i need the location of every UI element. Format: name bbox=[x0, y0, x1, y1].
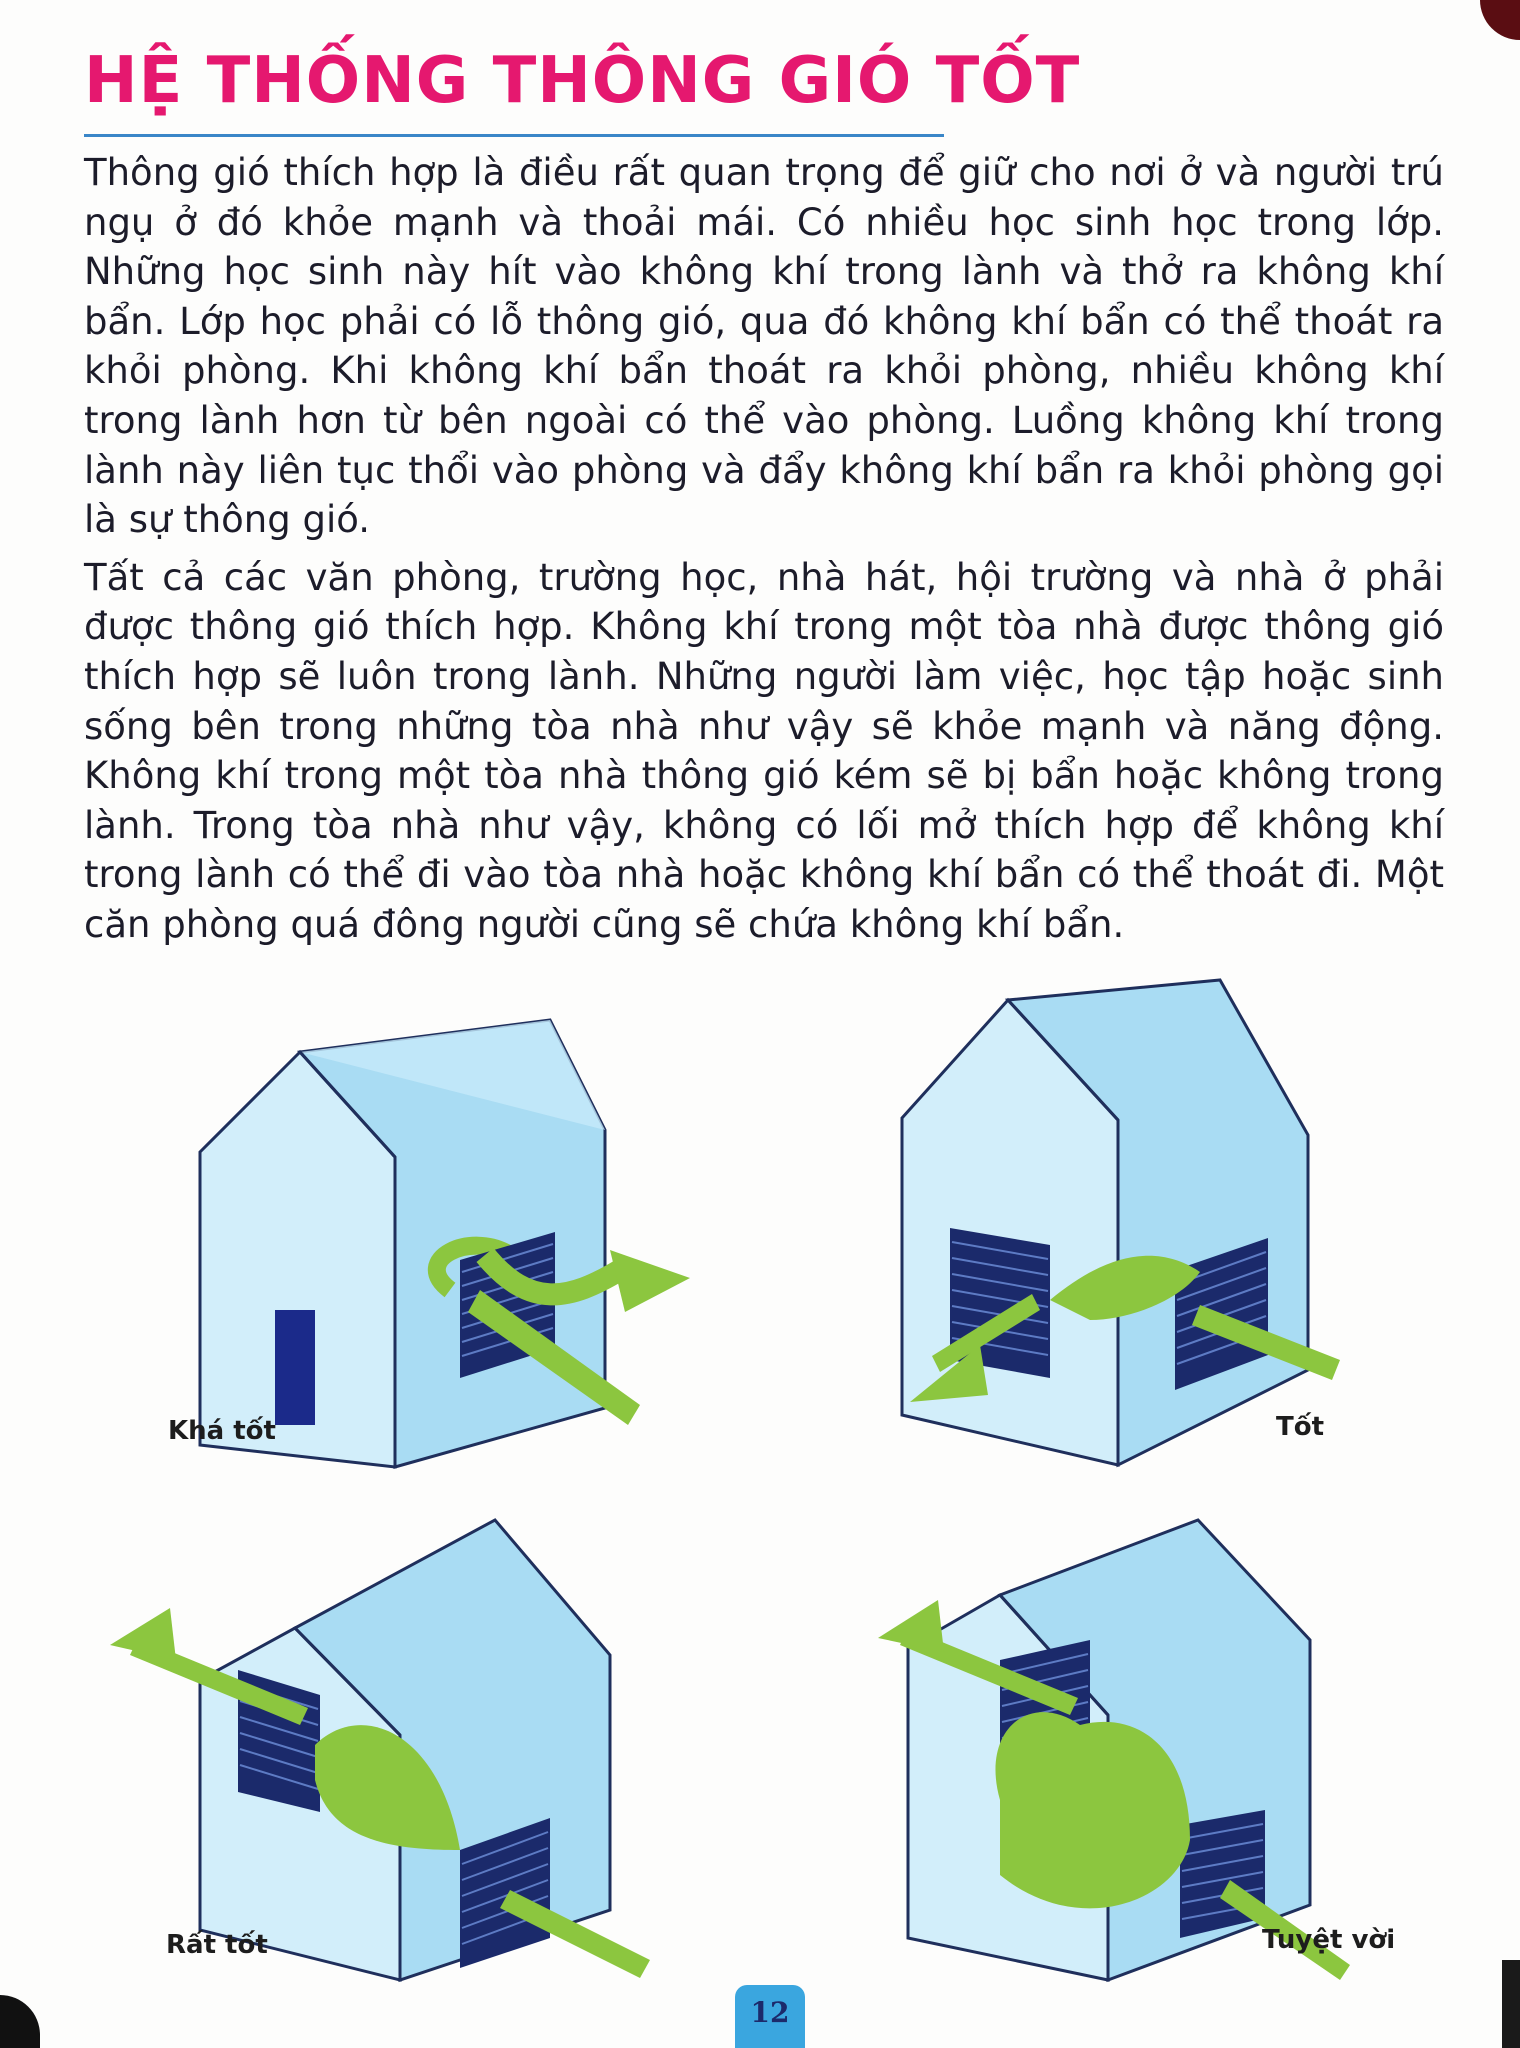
ventilation-illustration-very-good bbox=[150, 1520, 670, 1980]
house-illustration bbox=[150, 1520, 670, 1980]
figure-caption: Tốt bbox=[1276, 1412, 1325, 1442]
page-number: 12 bbox=[750, 1996, 790, 2029]
figure-caption: Rất tốt bbox=[166, 1930, 268, 1960]
page-corner-decoration bbox=[0, 1995, 40, 2048]
airflow-arrow bbox=[110, 1608, 176, 1660]
house-illustration bbox=[150, 1000, 710, 1480]
ventilation-illustration-good bbox=[880, 1000, 1360, 1480]
paragraph: Thông gió thích hợp là điều rất quan trọng để giữ cho nơi ở và người trú ngụ ở đó khỏe mạnh và thoải mái. Có nhiều học sinh học trong lớp. Những học sinh này hít vào không khí trong lành và thở ra không khí bẩn. Lớp học phải có lỗ thông gió, qua đó không khí bẩn có thể thoát ra khỏi phòng. Khi không khí bẩn thoát ra khỏi phòng, nhiều không khí trong lành hơn từ bên ngoài có thể vào phòng. Luồng không khí trong lành này liên tục thổi vào phòng và đẩy không khí bẩn ra khỏi phòng gọi là sự thông gió. bbox=[84, 151, 1444, 542]
ventilation-illustration-excellent bbox=[880, 1520, 1360, 1980]
page-corner-decoration bbox=[1480, 0, 1520, 40]
body-text bbox=[84, 148, 1444, 958]
paragraph: Tất cả các văn phòng, trường học, nhà hát, hội trường và nhà ở phải được thông gió thích hợp. Không khí trong một tòa nhà được thông gió thích hợp sẽ luôn trong lành. Những người làm việc, học tập hoặc sinh sống bên trong những tòa nhà như vậy sẽ khỏe mạnh và năng động. Không khí trong một tòa nhà thông gió kém sẽ bị bẩn hoặc không trong lành. Trong tòa nhà như vậy, không có lối mở thích hợp để không khí trong lành có thể đi vào tòa nhà hoặc không khí bẩn có thể thoát đi. Một căn phòng quá đông người cũng sẽ chứa không khí bẩn. bbox=[84, 555, 1444, 946]
page-edge-decoration bbox=[1502, 1960, 1520, 2048]
title-underline bbox=[84, 134, 944, 137]
airflow-arrow bbox=[878, 1600, 944, 1652]
house-illustration bbox=[880, 1000, 1360, 1480]
page-title: HỆ THỐNG THÔNG GIÓ TỐT bbox=[84, 44, 1081, 118]
house-illustration bbox=[880, 1520, 1360, 1980]
figure-caption: Khá tốt bbox=[168, 1416, 276, 1446]
figure-caption: Tuyệt vời bbox=[1262, 1925, 1396, 1955]
ventilation-illustration-fairly-good bbox=[150, 1000, 710, 1480]
door bbox=[275, 1310, 315, 1425]
